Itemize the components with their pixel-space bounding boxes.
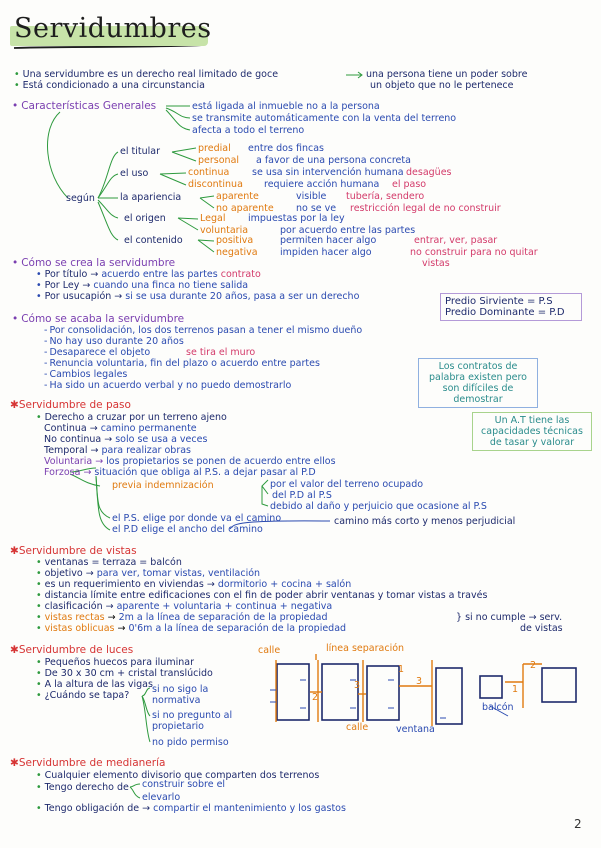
at-box: Un A.T tiene las capacidades técnicas de tasar y valorar bbox=[472, 412, 592, 451]
positiva-desc: permiten hacer algo bbox=[280, 235, 377, 246]
no-aparente-label: no aparente bbox=[216, 203, 274, 214]
paso-heading: ✱Servidumbre de paso bbox=[10, 399, 131, 411]
legal-label: Legal bbox=[200, 213, 226, 224]
luces-item: • De 30 x 30 cm + cristal translúcido bbox=[36, 668, 213, 679]
diagram-number: 2 bbox=[530, 660, 537, 671]
predial-desc: entre dos fincas bbox=[248, 143, 324, 154]
predio-sirviente: Predio Sirviente = P.S bbox=[445, 296, 553, 307]
page-number: 2 bbox=[574, 817, 582, 831]
caracteristicas-heading: • Características Generales bbox=[12, 101, 156, 112]
voluntaria-desc: por acuerdo entre las partes bbox=[280, 225, 416, 236]
camino-mas-corto: camino más corto y menos perjudicial bbox=[334, 516, 516, 527]
caracteristica-item: afecta a todo el terreno bbox=[192, 125, 305, 136]
no-cumple-2: de vistas bbox=[520, 623, 563, 634]
negativa-example: no construir para no quitar bbox=[410, 247, 538, 258]
ps-elige: el P.S. elige por donde va el camino bbox=[112, 513, 282, 524]
discontinua-label: discontinua bbox=[188, 179, 243, 190]
derecho-2: elevarlo bbox=[142, 792, 181, 803]
origen-label: el origen bbox=[124, 213, 166, 224]
indemnizacion-1: por el valor del terreno ocupado bbox=[270, 479, 424, 490]
medianeria-item: • Cualquier elemento divisorio que comparten dos terrenos bbox=[36, 770, 319, 781]
discontinua-desc: requiere acción humana bbox=[264, 179, 380, 190]
vistas-item: • distancia límite entre edificaciones con el fin de poder abrir ventanas y tomar vistas a través bbox=[36, 590, 487, 601]
diagram-balcon: balcón bbox=[482, 702, 514, 713]
predial-label: predial bbox=[198, 143, 231, 154]
paso-item: Continua → camino permanente bbox=[44, 423, 197, 434]
diagram-number: 1 bbox=[512, 684, 519, 695]
acaba-item: - Por consolidación, los dos terrenos pasan a tener el mismo dueño bbox=[44, 325, 362, 336]
positiva-example: entrar, ver, pasar bbox=[414, 235, 498, 246]
no-aparente-desc: no se ve bbox=[296, 203, 337, 214]
continua-example: desagües bbox=[406, 167, 452, 178]
crea-item: • Por título → acuerdo entre las partes contrato bbox=[36, 269, 261, 280]
objeto-example: se tira el muro bbox=[186, 347, 256, 358]
continua-desc: se usa sin intervención humana bbox=[252, 167, 404, 178]
intro-line-1: • Una servidumbre es un derecho real limitado de goce bbox=[14, 69, 278, 80]
pd-elige: el P.D elige el ancho del camino bbox=[112, 524, 263, 535]
luces-item: • A la altura de las vigas bbox=[36, 679, 153, 690]
vistas-item: • ventanas = terraza = balcón bbox=[36, 557, 182, 568]
uso-label: el uso bbox=[120, 168, 149, 179]
paso-item: Voluntaria → los propietarios se ponen de acuerdo entre ellos bbox=[44, 456, 336, 467]
personal-label: personal bbox=[198, 155, 240, 166]
personal-desc: a favor de una persona concreta bbox=[256, 155, 411, 166]
tapa-reason-2: si no pregunto al propietario bbox=[152, 710, 233, 732]
apariencia-label: la apariencia bbox=[120, 192, 182, 203]
diagram-linea-separacion: línea separación bbox=[326, 643, 405, 654]
tapa-reason-1: si no sigo la normativa bbox=[152, 684, 209, 706]
diagram-ventana: ventana bbox=[396, 724, 435, 735]
medianeria-item: • Tengo obligación de → compartir el mantenimiento y los gastos bbox=[36, 803, 346, 814]
intro-right-2: un objeto que no le pertenece bbox=[370, 80, 514, 91]
medianeria-heading: ✱Servidumbre de medianería bbox=[10, 757, 166, 769]
predios-box bbox=[440, 293, 582, 321]
luces-item: • ¿Cuándo se tapa? bbox=[36, 690, 129, 701]
aparente-label: aparente bbox=[216, 191, 259, 202]
negativa-label: negativa bbox=[216, 247, 258, 258]
diagram-number: 2 bbox=[312, 692, 319, 703]
legal-desc: impuestas por la ley bbox=[248, 213, 345, 224]
segun-label: según bbox=[66, 193, 95, 204]
luces-item: • Pequeños huecos para iluminar bbox=[36, 657, 194, 668]
acaba-item: - Desaparece el objeto bbox=[44, 347, 150, 358]
continua-label: continua bbox=[188, 167, 230, 178]
diagram-number: 1 bbox=[398, 664, 405, 675]
paso-item: Temporal → para realizar obras bbox=[44, 445, 191, 456]
predio-dominante: Predio Dominante = P.D bbox=[445, 307, 565, 318]
contenido-label: el contenido bbox=[124, 235, 183, 246]
no-aparente-example: restricción legal de no construir bbox=[350, 203, 501, 214]
acaba-item: - Ha sido un acuerdo verbal y no puedo demostrarlo bbox=[44, 380, 291, 391]
aparente-desc: visible bbox=[296, 191, 327, 202]
intro-line-2: • Está condicionado a una circunstancia bbox=[14, 80, 205, 91]
negativa-example-2: vistas bbox=[422, 258, 450, 269]
acaba-item: - Cambios legales bbox=[44, 369, 127, 380]
vistas-heading: ✱Servidumbre de vistas bbox=[10, 545, 137, 557]
caracteristica-item: se transmite automáticamente con la venta del terreno bbox=[192, 113, 457, 124]
caracteristica-item: está ligada al inmueble no a la persona bbox=[192, 101, 380, 112]
previa-indemnizacion: previa indemnización bbox=[112, 480, 214, 491]
page-title: Servidumbres bbox=[14, 13, 212, 44]
luces-heading: ✱Servidumbre de luces bbox=[10, 644, 134, 656]
voluntaria-label: voluntaria bbox=[200, 225, 249, 236]
indemnizacion-3: debido al daño y perjuicio que ocasione al P.S bbox=[270, 501, 487, 512]
negativa-desc: impiden hacer algo bbox=[280, 247, 372, 258]
vistas-item: • es un requerimiento en viviendas → dormitorio + cocina + salón bbox=[36, 579, 351, 590]
intro-right-1: una persona tiene un poder sobre bbox=[366, 69, 528, 80]
contratos-box: Los contratos de palabra existen pero son difíciles de demostrar bbox=[418, 358, 538, 408]
paso-item: • Derecho a cruzar por un terreno ajeno bbox=[36, 412, 227, 423]
diagram-calle-bottom: calle bbox=[346, 722, 369, 733]
tapa-reason-3: no pido permiso bbox=[152, 737, 229, 748]
acaba-heading: • Cómo se acaba la servidumbre bbox=[12, 314, 184, 325]
discontinua-example: el paso bbox=[392, 179, 427, 190]
no-cumple: } si no cumple → serv. bbox=[456, 612, 563, 623]
paso-item: No continua → solo se usa a veces bbox=[44, 434, 208, 445]
positiva-label: positiva bbox=[216, 235, 254, 246]
vistas-item: • vistas oblicuas → 0'6m a la línea de separación de la propiedad bbox=[36, 623, 346, 634]
paso-item: Forzosa → situación que obliga al P.S. a dejar pasar al P.D bbox=[44, 467, 316, 478]
vistas-item: • objetivo → para ver, tomar vistas, ventilación bbox=[36, 568, 260, 579]
diagram-calle-top: calle bbox=[258, 645, 281, 656]
medianeria-item: • Tengo derecho de bbox=[36, 782, 129, 793]
vistas-item: • clasificación → aparente + voluntaria + continua + negativa bbox=[36, 601, 332, 612]
derecho-1: construir sobre el bbox=[142, 779, 226, 790]
crea-heading: • Cómo se crea la servidumbre bbox=[12, 258, 175, 269]
vistas-item: • vistas rectas → 2m a la línea de separación de la propiedad bbox=[36, 612, 328, 623]
diagram-number: 3 bbox=[416, 676, 423, 687]
acaba-item: - No hay uso durante 20 años bbox=[44, 336, 184, 347]
crea-item: • Por Ley → cuando una finca no tiene salida bbox=[36, 280, 248, 291]
diagram-number: 3 bbox=[354, 680, 361, 691]
acaba-item: - Renuncia voluntaria, fin del plazo o acuerdo entre partes bbox=[44, 358, 320, 369]
aparente-example: tubería, sendero bbox=[346, 191, 425, 202]
crea-item: • Por usucapión → si se usa durante 20 años, pasa a ser un derecho bbox=[36, 291, 359, 302]
titular-label: el titular bbox=[120, 146, 160, 157]
indemnizacion-2: del P.D al P.S bbox=[272, 490, 332, 501]
